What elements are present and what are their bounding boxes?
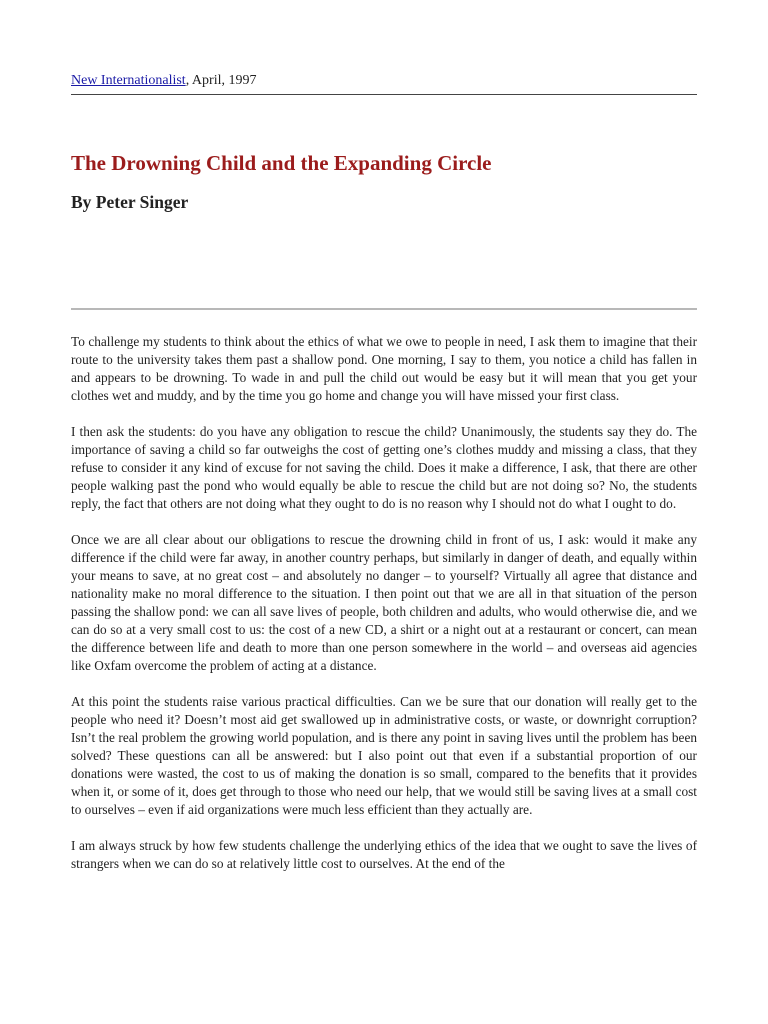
section-divider	[71, 308, 697, 310]
publication-date: , April, 1997	[185, 73, 257, 88]
paragraph: To challenge my students to think about the ethics of what we owe to people in need, I ask them to imagine that their route to the university takes them past a shallow pond. One morning, I say to them, you notice a child has fallen in and appears to be drowning. To wade in and pull the child out would be easy but it will mean that you get your clothes wet and muddy, and by the time you go home and change you will have missed your first class.	[71, 334, 697, 403]
publication-link[interactable]: New Internationalist	[71, 73, 186, 88]
article-title: The Drowning Child and the Expanding Circle	[71, 151, 492, 175]
paragraph: I am always struck by how few students challenge the underlying ethics of the idea that we ought to save the lives of strangers when we can do so at relatively little cost to ourselves. At the end of the	[71, 838, 697, 871]
article-byline: By Peter Singer	[71, 192, 189, 212]
paragraph: I then ask the students: do you have any obligation to rescue the child? Unanimously, the students say they do. The importance of saving a child so far outweighs the cost of getting one’s clothes muddy and missing a class, that they refuse to consider it any kind of excuse for not saving the child. Does it make a difference, I ask, that there are other people walking past the pond who would equally be able to rescue the child but are not doing so? No, the students reply, the fact that others are not doing what they ought to do is no reason why I should not do what I ought to do.	[71, 424, 697, 511]
paragraph: Once we are all clear about our obligations to rescue the drowning child in front of us, I ask: would it make any difference if the child were far away, in another country perhaps, but similarly in danger of death, and equally within your means to save, at no great cost – and absolutely no danger – to yourself? Virtually all agree that distance and nationality make no moral difference to the situation. I then point out that we are all in that situation of the person passing the shallow pond: we can all save lives of people, both children and adults, who would otherwise die, and we can do so at a very small cost to us: the cost of a new CD, a shirt or a night out at a restaurant or concert, can mean the difference between life and death to more than one person somewhere in the world – and overseas aid agencies like Oxfam overcome the problem of acting at a distance.	[71, 532, 697, 673]
article-body	[71, 333, 697, 891]
header-divider	[71, 94, 697, 95]
paragraph: At this point the students raise various practical difficulties. Can we be sure that our donation will really get to the people who need it? Doesn’t most aid get swallowed up in administrative costs, or waste, or downright corruption? Isn’t the real problem the growing world population, and is there any point in saving lives until the problem has been solved? These questions can all be answered: but I also point out that even if a substantial proportion of our donations were wasted, the cost to us of making the donation is so small, compared to the benefits that it provides when it, or some of it, does get through to those who need our help, that we would still be saving lives at a small cost to ourselves – even if aid organizations were much less efficient than they actually are.	[71, 694, 697, 817]
source-line	[71, 72, 256, 90]
